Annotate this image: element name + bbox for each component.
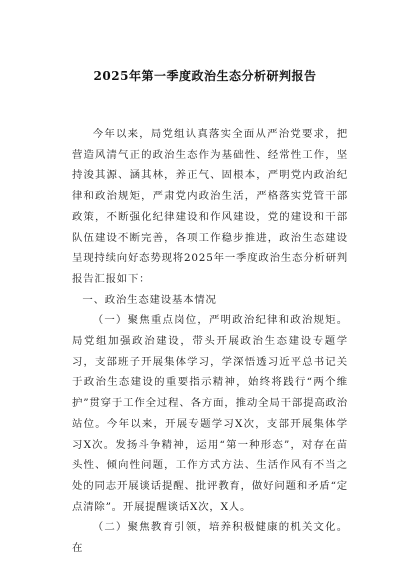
document-title: 2025年第一季度政治生态分析研判报告 xyxy=(93,69,317,83)
intro-paragraph: 今年以来，局党组认真落实全面从严治党要求，把营造风清气正的政治生态作为基础性、经常性工作，坚持浚其源、涵其林，养正气、固根本，严明党内政治纪律和政治规矩，严肃党内政治生活，严格落实党管干部政策，不断强化纪律建设和作风建设，党的建设和干部队伍建设不断完善，各项工作稳步推进，政治生态建设呈现持续向好态势现将2025年一季度政治生态分析研判报告汇报如下： xyxy=(72,128,348,285)
item-1-paragraph: （一）聚焦重点岗位，严明政治纪律和政治规矩。局党组加强政治建设，带头开展政治生态建设专题学习，支部班子开展集体学习，学深悟透习近平总书记关于政治生态建设的重要指示精神，始终将践行“两个维护”贯穿于工作全过程、各方面，推动全局干部提高政治站位。今年以来，开展专题学习X次，支部开展集体学习X次。发扬斗争精神，运用“第一种形态”，对存在苗头性、倾向性问题，工作方式方法、生活作风有不当之处的同志开展谈话提醒、批评教育，做好问题和矛盾“定点清除”。开展提醒谈话X次，X人。 xyxy=(72,314,348,513)
document-body xyxy=(72,124,348,559)
section-heading: 一、政治生态建设基本情况 xyxy=(82,293,217,306)
item-2-paragraph: （二）聚焦教育引领，培养积极健康的机关文化。在 xyxy=(72,521,348,555)
